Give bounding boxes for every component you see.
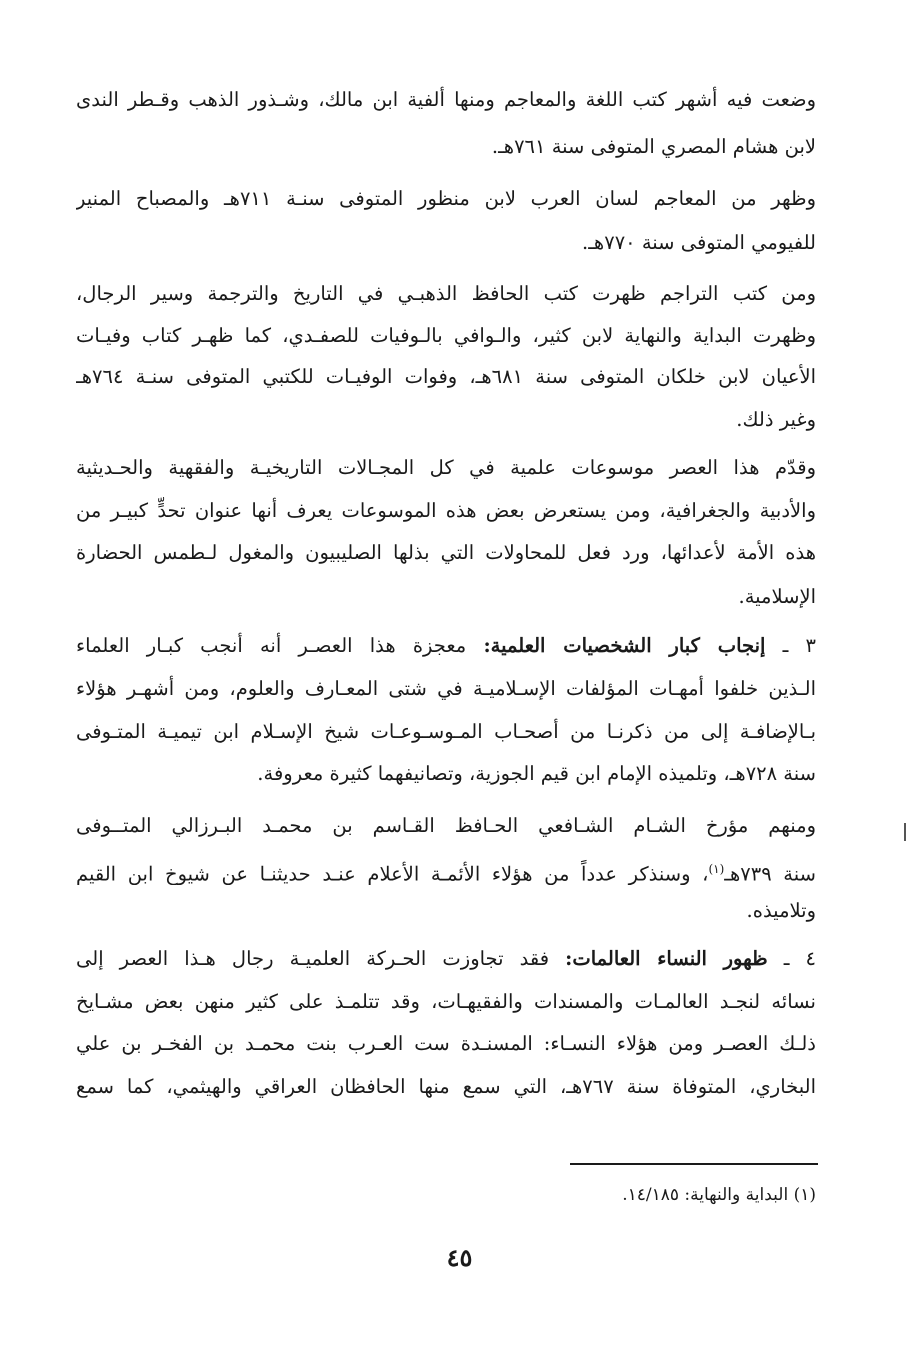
footnote-text: البداية والنهاية: ١٤/١٨٥.: [622, 1185, 789, 1205]
section-number: ٤ ـ: [783, 947, 816, 970]
body-line: هذه الأمة لأعدائها، ورد فعل للمحاولات التي بذلها الصليبيون والمغول لـطمس الحضارة: [76, 541, 816, 564]
body-line-with-footnote: [76, 855, 816, 885]
body-line: لابن هشام المصري المتوفى سنة ٧٦١هـ.: [491, 135, 816, 158]
section-text: معجزة هذا العصـر أنه أنجب كبـار العلماء: [76, 634, 484, 657]
body-line: نسائه لنجـد العالمـات والمسندات والفقيهـات، وقد تتلمـذ على كثير منهن بعض مشـايخ: [76, 990, 816, 1013]
line-text: ، وسنذكر عدداً من هؤلاء الأئمـة الأعلام عنـد حديثنـا عن شيوخ ابن القيم: [76, 862, 709, 885]
section-3-heading-line: [76, 632, 816, 662]
section-text: فقد تجاوزت الحـركة العلميـة رجال هـذا العصر إلى: [76, 947, 566, 970]
body-line: وظهرت البداية والنهاية لابن كثير، والـوافي بالـوفيات للصفـدي، كما ظهـر كتاب وفيـات: [76, 324, 816, 347]
body-line: وقدّم هذا العصر موسوعات علمية في كل المجـالات التاريخيـة والفقهية والحـديثية: [76, 456, 816, 479]
body-line: وظهر من المعاجم لسان العرب لابن منظور المتوفى سنـة ٧١١هـ والمصباح المنير: [76, 187, 816, 210]
body-line: البخاري، المتوفاة سنة ٧٦٧هـ، التي سمع منها الحافظان العراقي والهيثمي، كما سمع: [76, 1075, 816, 1098]
body-line: الأعيان لابن خلكان المتوفى سنة ٦٨١هـ، وفوات الوفيـات للكتبي المتوفى سنـة ٧٦٤هـ: [76, 365, 816, 388]
line-text: سنة ٧٣٩هـ: [724, 862, 816, 885]
footnote: [400, 1183, 816, 1207]
body-line: ومنهم مؤرخ الشـام الشـافعي الحـافظ القـاسم بن محمـد البـرزالي المتــوفى: [76, 814, 816, 837]
body-line: وغير ذلك.: [736, 408, 816, 431]
section-number: ٣ ـ: [782, 634, 816, 657]
body-line: بـالإضافـة إلى من ذكرنـا من أصحـاب المـوسـوعـات شيخ الإسـلام ابن تيميـة المتـوفى: [76, 720, 816, 743]
body-line: سنة ٧٢٨هـ، وتلميذه الإمام ابن قيم الجوزية، وتصانيفهما كثيرة معروفة.: [257, 762, 816, 785]
footnote-divider: [570, 1163, 818, 1165]
body-line: وتلاميذه.: [746, 899, 816, 922]
body-line: الإسلامية.: [738, 585, 816, 608]
body-line: والأدبية والجغرافية، ومن يستعرض بعض هذه الموسوعات يعرف أنها عنوان تحدٍّ كبيـر من: [76, 499, 816, 522]
body-line: ومن كتب التراجم ظهرت كتب الحافظ الذهبـي في التاريخ والترجمة وسير الرجال،: [76, 282, 816, 305]
footnote-number: (١): [793, 1185, 816, 1205]
footnote-marker: (١): [708, 862, 725, 876]
body-line: وضعت فيه أشهر كتب اللغة والمعاجم ومنها ألفية ابن مالك، وشـذور الذهب وقـطر الندى: [76, 88, 816, 111]
section-heading: ظهور النساء العالمات:: [565, 947, 768, 970]
section-4-heading-line: [76, 945, 816, 975]
margin-mark: [904, 823, 906, 841]
section-heading: إنجاب كبار الشخصيات العلمية:: [483, 634, 766, 657]
page-number: ٤٥: [446, 1243, 473, 1272]
body-line: الـذين خلفوا أمهـات المؤلفات الإسـلاميـة في شتى المعـارف والعلوم، ومن أشهـر هؤلاء: [76, 677, 816, 700]
body-line: ذلـك العصـر ومن هؤلاء النسـاء: المسنـدة ست العـرب بنت محمـد بن الفخـر بن علي: [76, 1032, 816, 1055]
body-line: للفيومي المتوفى سنة ٧٧٠هـ.: [582, 231, 816, 254]
